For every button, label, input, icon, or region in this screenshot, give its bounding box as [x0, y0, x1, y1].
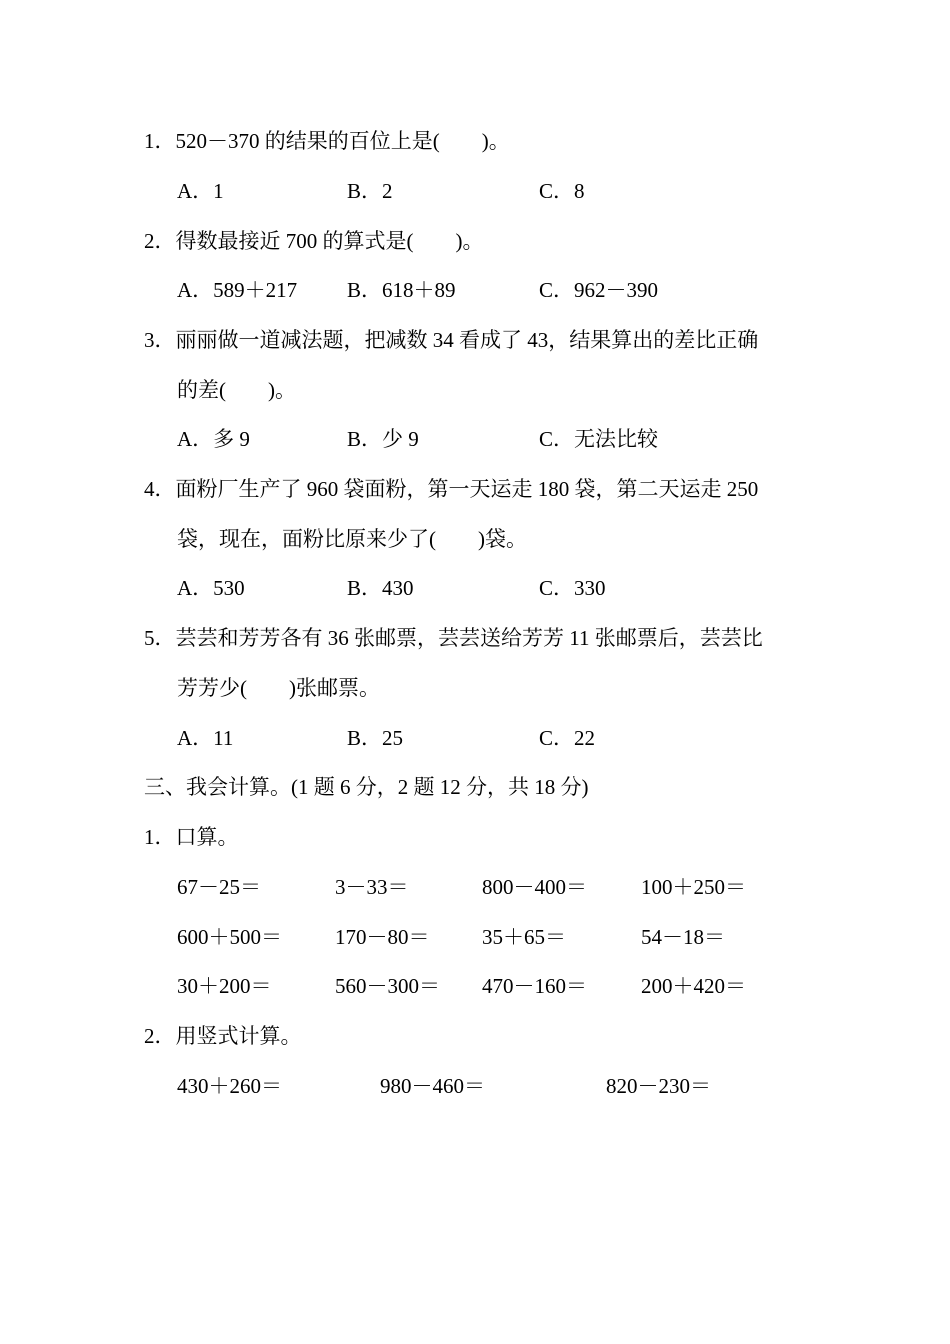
option-b: B．少 9 — [347, 427, 419, 451]
option-a: A．530 — [177, 576, 245, 600]
question-4 — [144, 475, 758, 503]
vertical-calc-title — [144, 1022, 302, 1050]
question-text: 口算。 — [175, 825, 239, 849]
calc-item: 470－160＝ — [482, 974, 587, 998]
question-3-continuation: 的差( )。 — [177, 378, 296, 402]
vertical-calc-item: 980－460＝ — [380, 1074, 485, 1098]
option-c: C．无法比较 — [539, 427, 659, 451]
question-text: 得数最接近 700 的算式是( )。 — [175, 229, 484, 253]
question-4-continuation: 袋，现在，面粉比原来少了( )袋。 — [177, 527, 527, 551]
option-c: C．8 — [539, 179, 585, 203]
option-c: C．330 — [539, 576, 606, 600]
question-number: 5． — [144, 626, 176, 650]
option-a: A．多 9 — [177, 427, 250, 451]
question-5-continuation: 芳芳少( )张邮票。 — [177, 676, 380, 700]
option-c: C．22 — [539, 726, 596, 750]
calc-item: 3－33＝ — [335, 875, 409, 899]
question-number: 1． — [144, 825, 176, 849]
question-number: 2． — [144, 1024, 176, 1048]
question-text: 用竖式计算。 — [175, 1024, 302, 1048]
option-b: B．2 — [347, 179, 393, 203]
question-number: 4． — [144, 477, 176, 501]
option-b: B．25 — [347, 726, 404, 750]
calc-item: 600＋500＝ — [177, 925, 282, 949]
calc-item: 200＋420＝ — [641, 974, 746, 998]
option-a: A．1 — [177, 179, 224, 203]
option-a: A．589＋217 — [177, 278, 298, 302]
calc-item: 170－80＝ — [335, 925, 430, 949]
calc-item: 35＋65＝ — [482, 925, 566, 949]
question-text: 丽丽做一道减法题，把减数 34 看成了 43，结果算出的差比正确 — [175, 328, 759, 352]
question-number: 3． — [144, 328, 176, 352]
option-a: A．11 — [177, 726, 234, 750]
question-1 — [144, 127, 510, 155]
calc-item: 30＋200＝ — [177, 974, 272, 998]
question-3 — [144, 326, 758, 354]
calc-item: 560－300＝ — [335, 974, 440, 998]
calc-item: 800－400＝ — [482, 875, 587, 899]
question-5 — [144, 624, 763, 652]
vertical-calc-item: 430＋260＝ — [177, 1074, 282, 1098]
option-b: B．430 — [347, 576, 414, 600]
question-text: 面粉厂生产了 960 袋面粉，第一天运走 180 袋，第二天运走 250 — [175, 477, 759, 501]
question-number: 1． — [144, 129, 176, 153]
question-2 — [144, 227, 484, 255]
option-b: B．618＋89 — [347, 278, 456, 302]
option-c: C．962－390 — [539, 278, 659, 302]
oral-calc-title — [144, 823, 239, 851]
calc-item: 54－18＝ — [641, 925, 725, 949]
vertical-calc-item: 820－230＝ — [606, 1074, 711, 1098]
question-text: 芸芸和芳芳各有 36 张邮票，芸芸送给芳芳 11 张邮票后，芸芸比 — [175, 626, 763, 650]
question-text: 520－370 的结果的百位上是( )。 — [175, 129, 510, 153]
section-3-heading: 三、我会计算。(1 题 6 分，2 题 12 分，共 18 分) — [144, 775, 589, 799]
question-number: 2． — [144, 229, 176, 253]
calc-item: 67－25＝ — [177, 875, 261, 899]
calc-item: 100＋250＝ — [641, 875, 746, 899]
